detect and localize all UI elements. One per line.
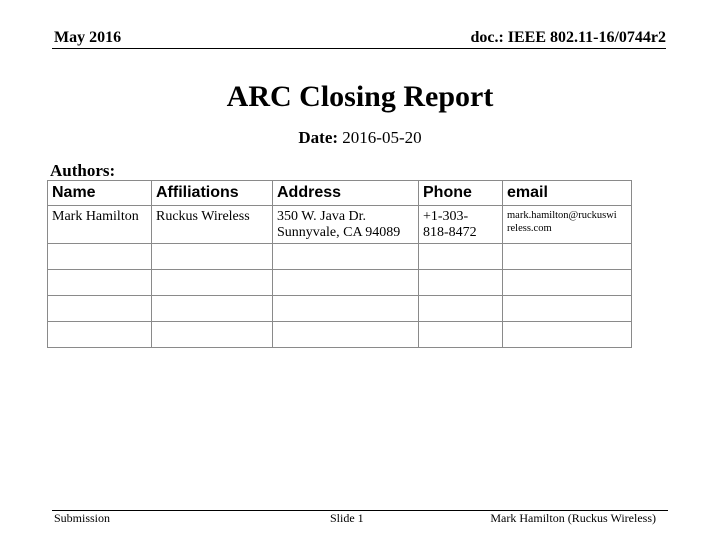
table-row-empty [48,296,632,322]
phone-line-2: 818-8472 [423,225,477,240]
address-line-2: Sunnyvale, CA 94089 [277,225,401,240]
table-header-row [48,181,632,206]
header-doc-id: doc.: IEEE 802.11-16/0744r2 [470,29,666,46]
empty-cell [48,322,152,348]
empty-cell [152,322,273,348]
empty-cell [503,296,632,322]
address-line-1: 350 W. Java Dr. [277,209,367,224]
footer-slide-number: Slide 1 [330,511,364,525]
table-row-empty [48,244,632,270]
header-name: Name [48,181,152,206]
empty-cell [503,270,632,296]
cell-email [503,206,632,244]
empty-cell [273,322,419,348]
empty-cell [503,322,632,348]
cell-phone [419,206,503,244]
authors-table [47,180,632,348]
date-label: Date: [298,128,339,147]
empty-cell [152,270,273,296]
table-row-empty [48,322,632,348]
phone-line-1: +1-303- [423,209,469,224]
empty-cell [48,296,152,322]
table-row [48,206,632,244]
header-rule [52,48,666,49]
empty-cell [273,270,419,296]
empty-cell [503,244,632,270]
authors-label: Authors: [50,161,116,180]
empty-cell [419,244,503,270]
header-address: Address [273,181,419,206]
slide-title: ARC Closing Report [226,80,494,113]
date-line [0,128,720,148]
empty-cell [152,296,273,322]
empty-cell [419,322,503,348]
empty-cell [419,296,503,322]
cell-name: Mark Hamilton [48,206,152,244]
table-row-empty [48,270,632,296]
header-date: May 2016 [54,29,122,46]
empty-cell [273,296,419,322]
header-email: email [503,181,632,206]
header-affiliations: Affiliations [152,181,273,206]
header-phone: Phone [419,181,503,206]
email-line-1: mark.hamilton@ruckuswi [507,210,617,221]
cell-affiliation: Ruckus Wireless [152,206,273,244]
empty-cell [48,270,152,296]
cell-address [273,206,419,244]
empty-cell [152,244,273,270]
empty-cell [48,244,152,270]
email-line-2: reless.com [507,223,552,234]
date-value: 2016-05-20 [342,128,422,147]
empty-cell [273,244,419,270]
footer-author: Mark Hamilton (Ruckus Wireless) [490,511,656,525]
empty-cell [419,270,503,296]
footer-submission: Submission [54,511,111,525]
